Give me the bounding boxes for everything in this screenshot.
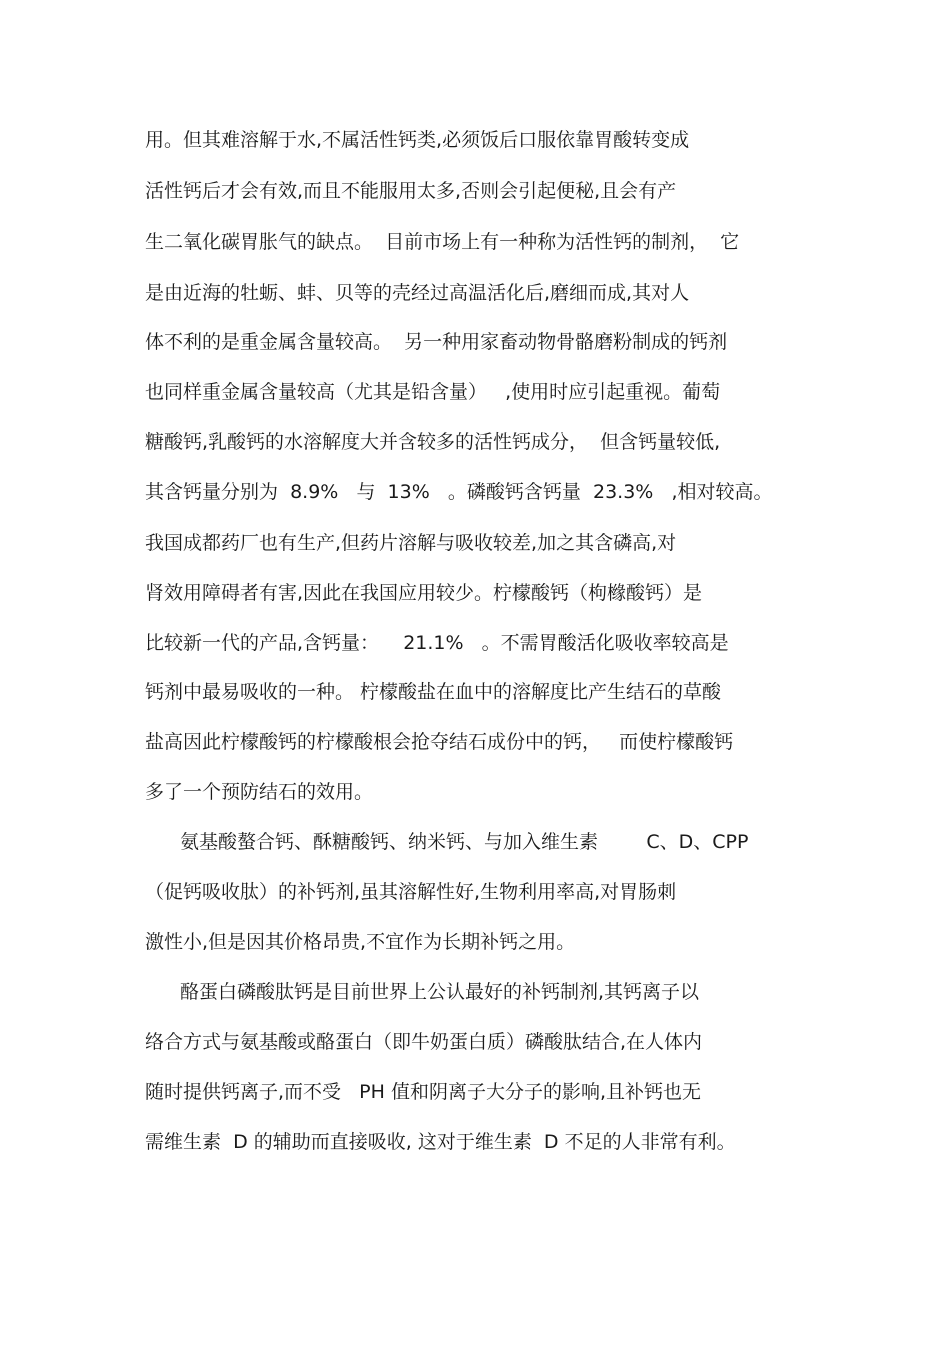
text-line: 活性钙后才会有效,而且不能服用太多,否则会引起便秘,且会有产 [145,180,677,202]
text-line: 其含钙量分别为 8.9% 与 13% 。磷酸钙含钙量 23.3% ,相对较高。 [145,481,773,503]
text-line: 需维生素 D 的辅助而直接吸收, 这对于维生素 D 不足的人非常有利。 [145,1131,736,1153]
paragraph-first-line: 酪蛋白磷酸肽钙是目前世界上公认最好的补钙制剂,其钙离子以 [180,981,700,1003]
text-line: 多了一个预防结石的效用。 [145,781,374,803]
paragraph-first-line: 氨基酸螯合钙、酥糖酸钙、纳米钙、与加入维生素 C、D、CPP [180,831,749,853]
text-line: 是由近海的牡蛎、蚌、贝等的壳经过高温活化后,磨细而成,其对人 [145,282,690,304]
text-line: 体不利的是重金属含量较高。 另一种用家畜动物骨骼磨粉制成的钙剂 [145,331,728,353]
text-line: 比较新一代的产品,含钙量： 21.1% 。不需胃酸活化吸收率较高是 [145,632,729,654]
text-line: 生二氧化碳胃胀气的缺点。 目前市场上有一种称为活性钙的制剂， 它 [145,231,740,253]
text-line: 糖酸钙,乳酸钙的水溶解度大并含较多的活性钙成分， 但含钙量较低, [145,431,721,453]
text-line: 激性小,但是因其价格昂贵,不宜作为长期补钙之用。 [145,931,576,953]
text-line: 络合方式与氨基酸或酪蛋白（即牛奶蛋白质）磷酸肽结合,在人体内 [145,1031,703,1053]
text-line: 肾效用障碍者有害,因此在我国应用较少。柠檬酸钙（枸橼酸钙）是 [145,582,703,604]
text-line: （促钙吸收肽）的补钙剂,虽其溶解性好,生物利用率高,对胃肠刺 [145,881,677,903]
text-line: 随时提供钙离子,而不受 PH 值和阴离子大分子的影响,且补钙也无 [145,1081,701,1103]
text-line: 也同样重金属含量较高（尤其是铅含量） ,使用时应引起重视。葡萄 [145,381,721,403]
text-line: 盐高因此柠檬酸钙的柠檬酸根会抢夺结石成份中的钙， 而使柠檬酸钙 [145,731,734,753]
text-line: 用。但其难溶解于水,不属活性钙类,必须饭后口服依靠胃酸转变成 [145,129,690,151]
text-line: 我国成都药厂也有生产,但药片溶解与吸收较差,加之其含磷高,对 [145,532,677,554]
text-line: 钙剂中最易吸收的一种。 柠檬酸盐在血中的溶解度比产生结石的草酸 [145,681,722,703]
